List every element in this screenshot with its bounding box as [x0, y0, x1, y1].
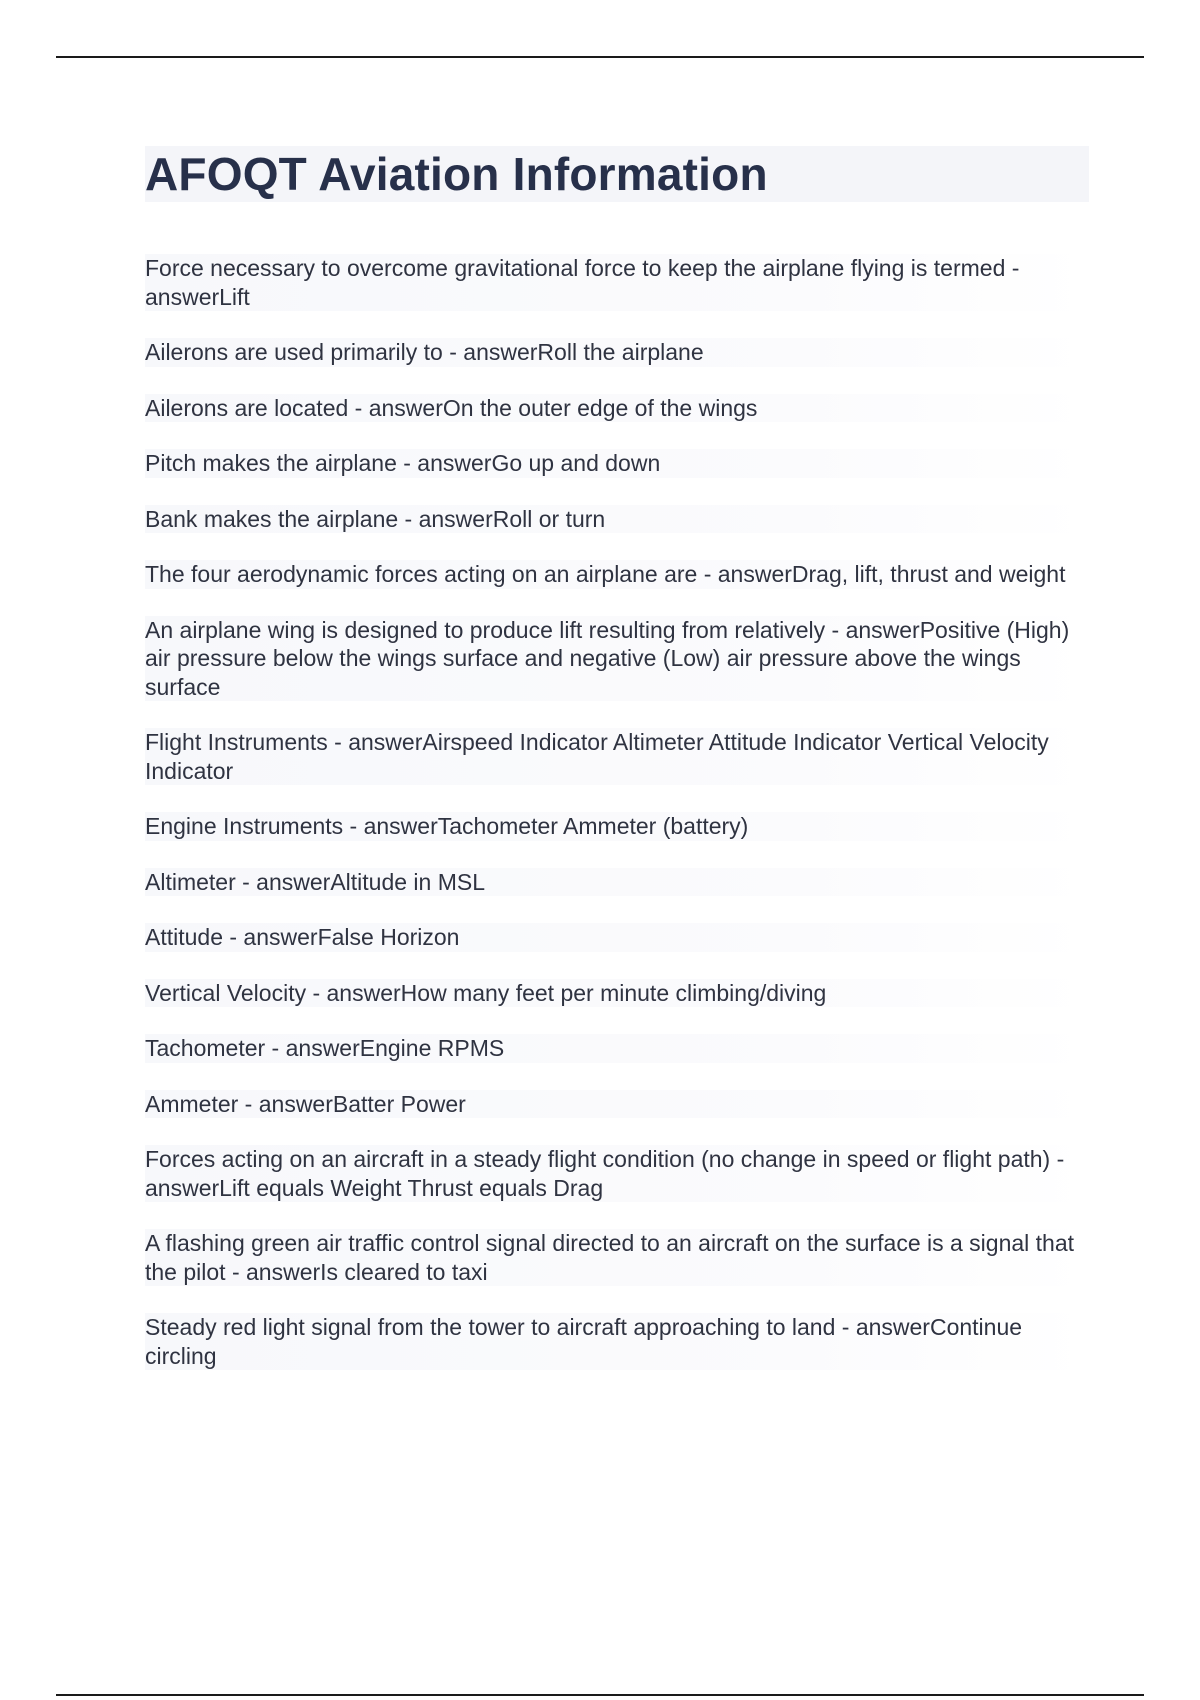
qa-item: Flight Instruments - answerAirspeed Indicator Altimeter Attitude Indicator Vertical Velocity Indicator — [145, 728, 1089, 785]
qa-item: An airplane wing is designed to produce lift resulting from relatively - answerPositive (High) air pressure below the wings surface and negative (Low) air pressure above the wings surface — [145, 616, 1089, 702]
title-band — [145, 146, 1089, 202]
qa-item: Ailerons are used primarily to - answerRoll the airplane — [145, 338, 1089, 367]
qa-item: The four aerodynamic forces acting on an airplane are - answerDrag, lift, thrust and weight — [145, 560, 1089, 589]
qa-item: Bank makes the airplane - answerRoll or turn — [145, 505, 1089, 534]
qa-item: Ailerons are located - answerOn the outer edge of the wings — [145, 394, 1089, 423]
qa-item: Force necessary to overcome gravitational force to keep the airplane flying is termed - answerLift — [145, 254, 1089, 311]
qa-item: Forces acting on an aircraft in a steady flight condition (no change in speed or flight path) - answerLift equals Weight Thrust equals Drag — [145, 1145, 1089, 1202]
qa-item: Altimeter - answerAltitude in MSL — [145, 868, 1089, 897]
bottom-divider — [56, 1694, 1144, 1696]
qa-item: Attitude - answerFalse Horizon — [145, 923, 1089, 952]
document-body — [145, 146, 1089, 1397]
qa-item: Pitch makes the airplane - answerGo up and down — [145, 449, 1089, 478]
page-title: AFOQT Aviation Information — [145, 148, 768, 200]
qa-item: Tachometer - answerEngine RPMS — [145, 1034, 1089, 1063]
qa-item: A flashing green air traffic control signal directed to an aircraft on the surface is a signal that the pilot - answerIs cleared to taxi — [145, 1229, 1089, 1286]
qa-list — [145, 254, 1089, 1370]
qa-item: Vertical Velocity - answerHow many feet per minute climbing/diving — [145, 979, 1089, 1008]
top-divider — [56, 56, 1144, 58]
qa-item: Steady red light signal from the tower to aircraft approaching to land - answerContinue circling — [145, 1313, 1089, 1370]
qa-item: Engine Instruments - answerTachometer Ammeter (battery) — [145, 812, 1089, 841]
qa-item: Ammeter - answerBatter Power — [145, 1090, 1089, 1119]
